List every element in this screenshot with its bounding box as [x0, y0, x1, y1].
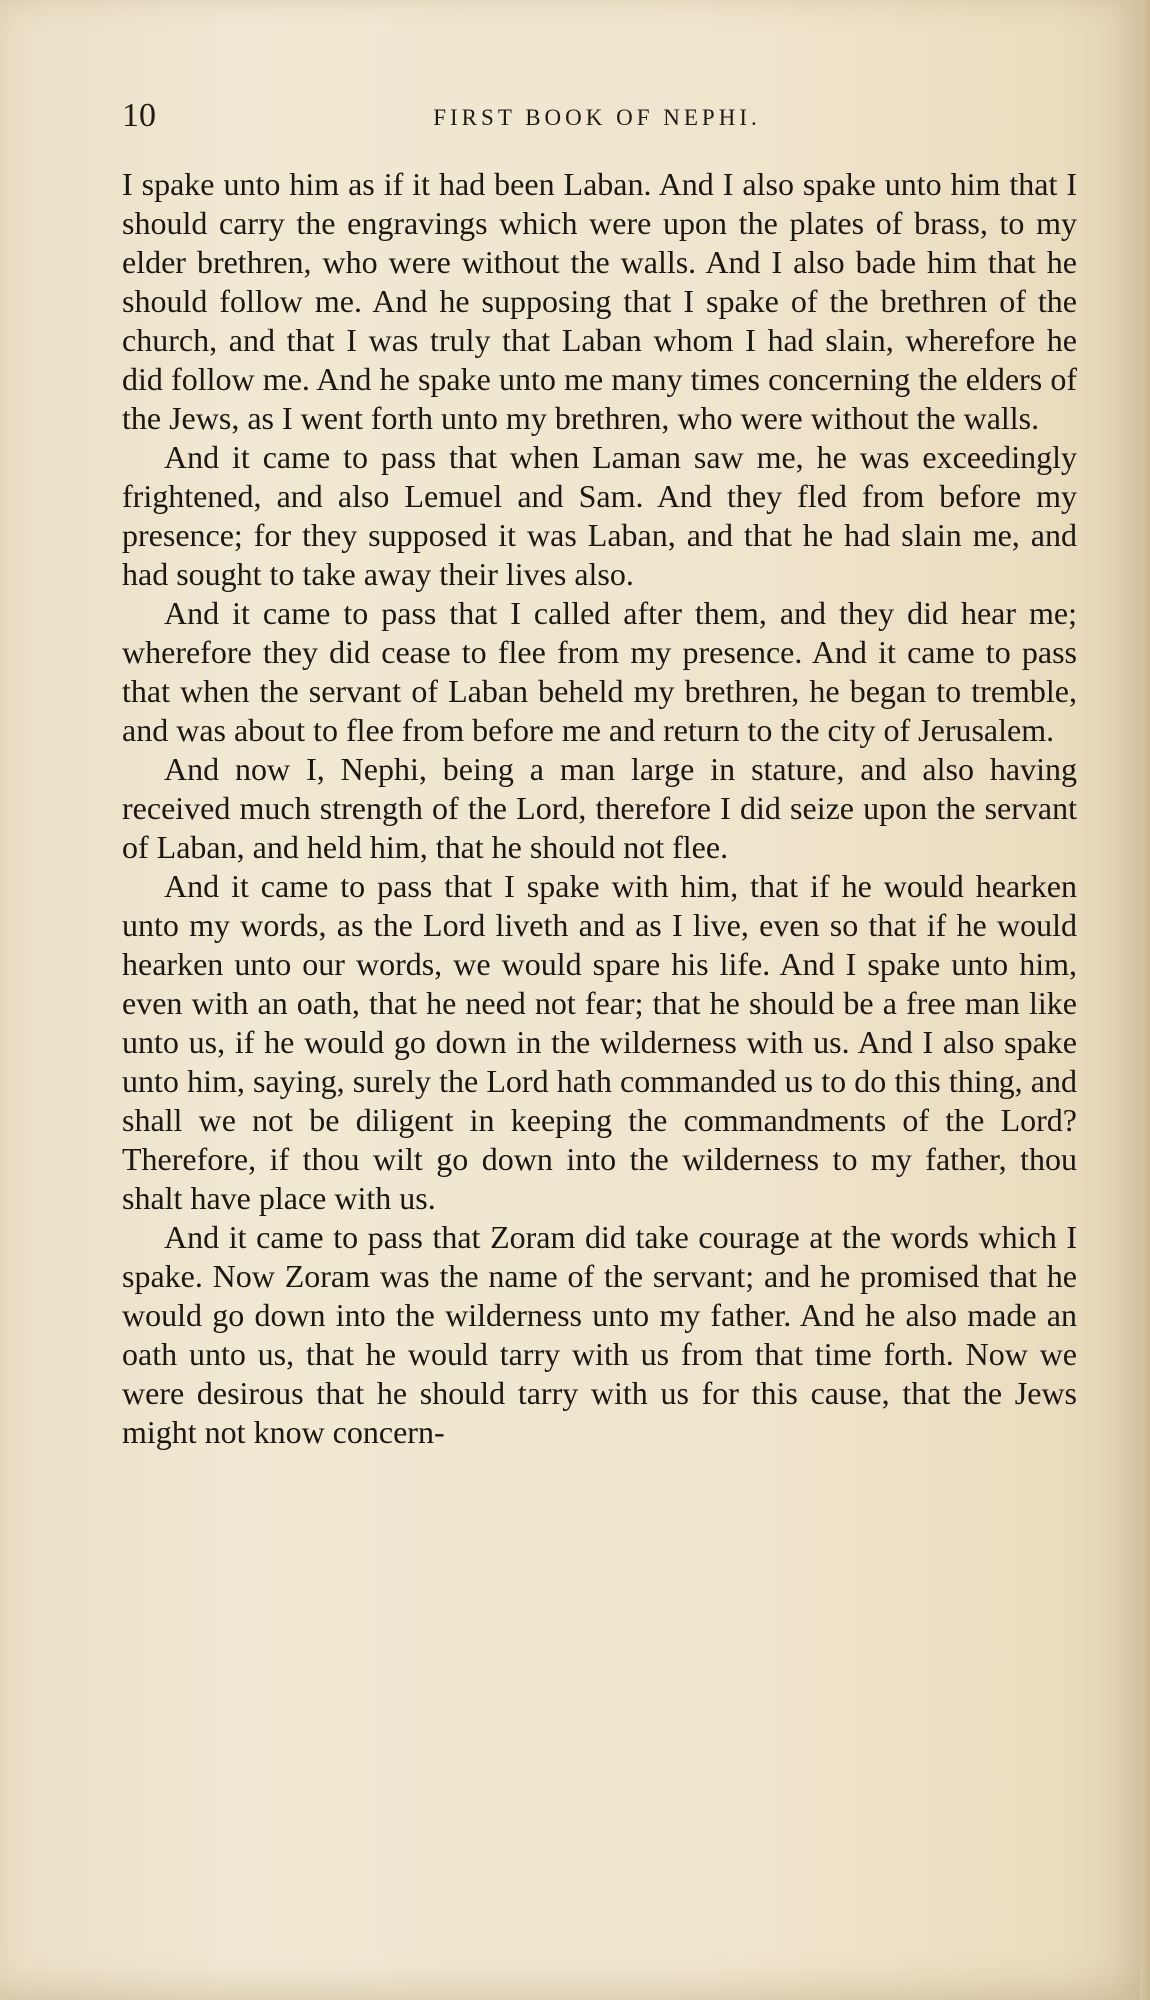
page-edge-shadow [1140, 0, 1150, 2000]
paragraph: And now I, Nephi, being a man large in stature, and also having received much strength of the Lord, therefore I did seize upon the servant of Laban, and held him, that he should not flee. [122, 751, 1077, 865]
paragraph: And it came to pass that I called after them, and they did hear me; wherefore they did cease to flee from my presence. And it came to pass that when the servant of Laban beheld my brethren, he began to tremble, and was about to flee from before me and return to the city of Jerusalem. [122, 595, 1077, 748]
paragraph: And it came to pass that Zoram did take courage at the words which I spake. Now Zoram was the name of the servant; and he promised that he would go down into the wilderness unto my father. And he also made an oath unto us, that he would tarry with us from that time forth. Now we were desirous that he should tarry with us for this cause, that the Jews might not know concern- [122, 1219, 1077, 1450]
running-head: FIRST BOOK OF NEPHI. [433, 105, 761, 130]
page-number: 10 [122, 97, 156, 134]
paragraph-continued: I spake unto him as if it had been Laban. And I also spake unto him that I should carry the engravings which were upon the plates of brass, to my elder brethren, who were without the walls. And I also bade him that he should follow me. And he supposing that I spake of the brethren of the church, and that I was truly that Laban whom I had slain, wherefore he did follow me. And he spake unto me many times concerning the elders of the Jews, as I went forth unto my brethren, who were without the walls. [122, 166, 1077, 436]
paragraph: And it came to pass that when Laman saw me, he was exceedingly frightened, and also Lemuel and Sam. And they fled from before my presence; for they supposed it was Laban, and that he had slain me, and had sought to take away their lives also. [122, 439, 1077, 592]
page-header [122, 92, 1072, 142]
paragraph: And it came to pass that I spake with him, that if he would hearken unto my words, as the Lord liveth and as I live, even so that if he would hearken unto our words, we would spare his life. And I spake unto him, even with an oath, that he need not fear; that he should be a free man like unto us, if he would go down in the wilderness with us. And I also spake unto him, saying, surely the Lord hath commanded us to do this thing, and shall we not be diligent in keeping the commandments of the Lord? Therefore, if thou wilt go down into the wilderness to my father, thou shalt have place with us. [122, 868, 1077, 1216]
body-text [122, 165, 1077, 1452]
